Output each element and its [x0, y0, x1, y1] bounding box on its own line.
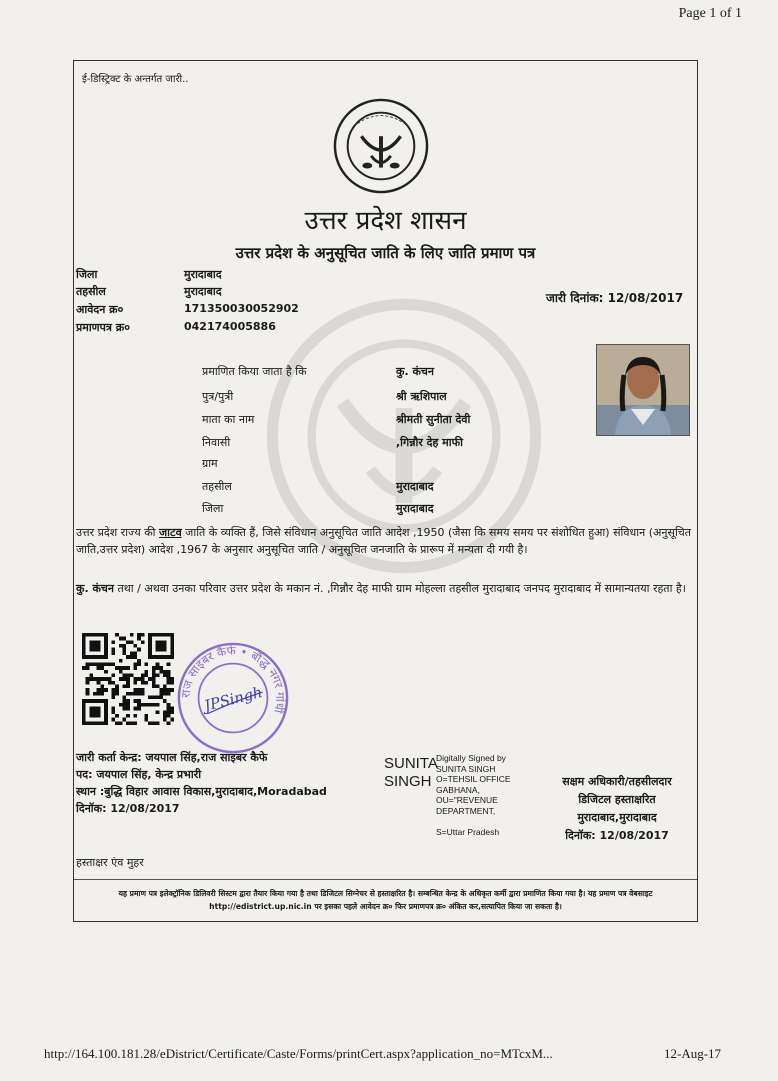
mother-name: श्रीमती सुनीता देवी	[396, 413, 471, 426]
competent-authority	[532, 773, 702, 845]
certificate	[73, 60, 698, 922]
issued-under-text: ई-डिस्ट्रिक्ट के अन्तर्गत जारी..	[82, 74, 189, 85]
application-number: 171350030052902	[184, 302, 299, 315]
print-url: http://164.100.181.28/eDistrict/Certificate/Caste/Forms/printCert.aspx?application_no=MTcxM...	[44, 1046, 553, 1061]
para1-prefix: उत्तर प्रदेश राज्य की	[76, 526, 160, 539]
para2-name: कु. कंचन	[76, 582, 114, 595]
resident-value: ,गिन्नौर देह माफी	[396, 436, 463, 449]
field-tehsil-label: तहसील	[202, 480, 232, 493]
sig-line-2: SUNITA SINGH	[436, 763, 496, 774]
issuing-center-place: स्थान :बुद्धि विहार आवास विकास,मुरादाबाद,Moradabad	[76, 785, 327, 798]
verification-note: यह प्रमाण पत्र इलेक्ट्रॉनिक डिलिवरी सिस्टम द्वारा तैयार किया गया है तथा डिजिटल सिग्नेचर से हस्ताक्षरित है। सम्बन्धित केन्द्र के अधिकृत कर्मी द्वारा प्रमाणित किया गया है। यह प्रमाण पत्र वेबसाइट http://edistrict.up.nic.in पर इसका पहले आवेदन क्र० फिर प्रमाणपत्र क्र० अंकित कर,सत्यापित किया जा सकता है।	[118, 889, 653, 911]
para1-rest: जाति के व्यक्ति हैं, जिसे संविधान अनुसूचित जाति आदेश ,1950 (जैसा कि समय समय पर संशोधित हुआ) संविधान (अनुसूचित जाति,उत्तर प्रदेश) आदेश ,1967 के अनुसार अनुसूचित जाति / अनुसूचित जनजाति के प्रारूप में मन्यता दी गयी है।	[76, 526, 692, 556]
meta-district-label: जिला	[76, 268, 98, 281]
page-number: Page 1 of 1	[678, 6, 742, 21]
para2-rest: तथा / अथवा उनका परिवार उत्तर प्रदेश के मकान नं. ,गिन्नौर देह माफी ग्राम मोहल्ला तहसील मुरादाबाद जनपद मुरादाबाद में सामान्यतया रहता है।	[114, 582, 686, 595]
signature-seal-label: हस्ताक्षर एंव मुहर	[76, 856, 144, 869]
parent-label: पुत्र/पुत्री	[202, 390, 234, 403]
digital-signature-details	[436, 753, 511, 816]
stamp-signature: JPSingh	[202, 683, 265, 715]
authority-role: सक्षम अधिकारी/तहसीलदार	[562, 775, 672, 788]
signer-name-line1: SUNITA	[384, 755, 438, 772]
issuing-center-stamp	[174, 639, 292, 757]
divider	[74, 879, 697, 880]
authority-date: दिनॉक: 12/08/2017	[565, 829, 669, 842]
field-district-label: जिला	[202, 502, 224, 515]
certificate-number-label: प्रमाणपत्र क्र०	[76, 321, 130, 334]
digital-signer-name	[384, 755, 438, 791]
sig-line-1: Digitally Signed by	[436, 753, 506, 763]
issue-date: जारी दिनांक: 12/08/2017	[546, 291, 684, 305]
issuing-center-name: जारी कर्ता केन्द्र: जयपाल सिंह,राज साइबर कैफे	[76, 751, 268, 764]
mother-label: माता का नाम	[202, 413, 255, 426]
sig-line-3: O=TEHSIL OFFICE	[436, 774, 511, 784]
application-number-label: आवेदन क्र०	[76, 303, 124, 316]
authority-place: मुरादाबाद,मुरादाबाद	[577, 811, 657, 824]
parent-name: श्री ऋशिपाल	[396, 390, 447, 403]
caste-name: जाटव	[159, 526, 182, 539]
field-district-value: मुरादाबाद	[396, 502, 434, 515]
sig-state: S=Uttar Pradesh	[436, 827, 500, 837]
qr-code	[82, 633, 174, 725]
authority-signed: डिजिटल हस्ताक्षरित	[578, 793, 656, 806]
government-title: उत्तर प्रदेश शासन	[304, 206, 467, 236]
resident-label: निवासी	[202, 436, 231, 449]
print-date: 12-Aug-17	[664, 1046, 722, 1061]
residence-paragraph	[76, 581, 692, 598]
meta-tehsil-label: तहसील	[76, 285, 106, 298]
field-tehsil-value: मुरादाबाद	[396, 480, 434, 493]
meta-district-value: मुरादाबाद	[184, 268, 222, 281]
signer-name-line2: SINGH	[384, 773, 432, 790]
certificate-number: 042174005886	[184, 320, 276, 333]
sig-line-4: GABHANA,	[436, 784, 480, 795]
sig-line-5: OU="REVENUE	[436, 795, 498, 805]
issuing-center-info	[76, 749, 327, 817]
stamp-ring-text: राज साइबर कैफे • बौद्ध नगर गांधी	[178, 643, 288, 715]
issuing-center-post: पद: जयपाल सिंह, केन्द्र प्रभारी	[76, 768, 202, 781]
meta-tehsil-value: मुरादाबाद	[184, 285, 222, 298]
village-label: ग्राम	[202, 457, 218, 470]
up-government-emblem	[332, 97, 430, 195]
sig-line-6: DEPARTMENT,	[436, 805, 496, 816]
applicant-name: कु. कंचन	[396, 365, 434, 378]
certified-label: प्रमाणित किया जाता है कि	[202, 365, 307, 378]
applicant-photo	[596, 344, 690, 436]
certificate-title: उत्तर प्रदेश के अनुसूचित जाति के लिए जाति प्रमाण पत्र	[235, 244, 536, 262]
issuing-center-date: दिनॉक: 12/08/2017	[76, 802, 180, 815]
caste-declaration-paragraph	[76, 525, 692, 558]
